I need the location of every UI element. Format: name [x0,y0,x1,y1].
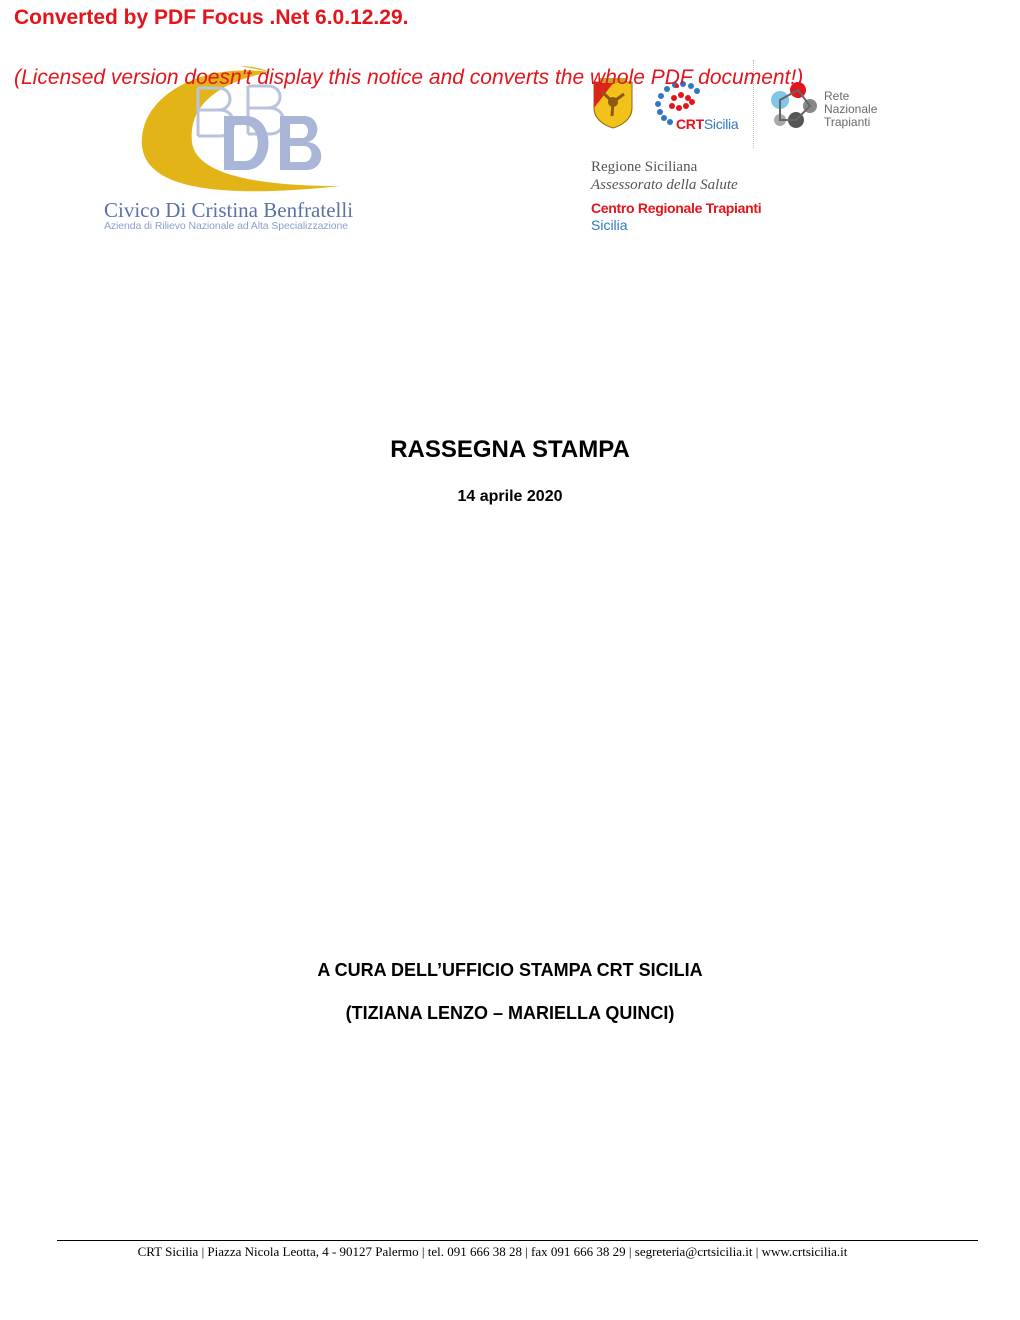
authors: (TIZIANA LENZO – MARIELLA QUINCI) [345,1003,675,1023]
regione-name: Regione Siciliana [591,159,698,175]
rnt-line: Nazionale [824,102,878,116]
crt-sicilia-wordmark [676,116,738,132]
document-date: 14 aprile 2020 [457,488,563,505]
conversion-notice-title: Converted by PDF Focus .Net 6.0.12.29. [14,6,409,29]
civico-subtitle: Azienda di Rilievo Nazionale ad Alta Specializzazione [104,220,348,232]
crt-wordmark-part: CRT [676,116,704,132]
conversion-notice-detail: (Licensed version doesn't display this notice and converts the whole PDF document!) [14,66,804,89]
sicilia-wordmark-part: Sicilia [703,116,739,132]
rnt-line: Trapianti [824,115,871,129]
civico-name: Civico Di Cristina Benfratelli [104,198,354,222]
centro-regionale-text [591,200,761,234]
rete-nazionale-trapianti-text [824,90,877,129]
footer-contact: CRT Sicilia | Piazza Nicola Leotta, 4 - 90127 Palermo | tel. 091 666 38 28 | fax 091 666 38 29 | segreteria@crtsicilia.it | www.crtsicilia.it [137,1244,848,1259]
curated-by: A CURA DELL’UFFICIO STAMPA CRT SICILIA [317,960,703,980]
footer-divider [57,1240,978,1241]
centro-name: Centro Regionale Trapianti [591,200,762,216]
centro-region: Sicilia [591,217,628,233]
regione-siciliana-text [591,158,738,194]
assessorato-name: Assessorato della Salute [591,177,738,193]
rnt-line: Rete [824,89,850,103]
page-title: RASSEGNA STAMPA [390,436,630,463]
